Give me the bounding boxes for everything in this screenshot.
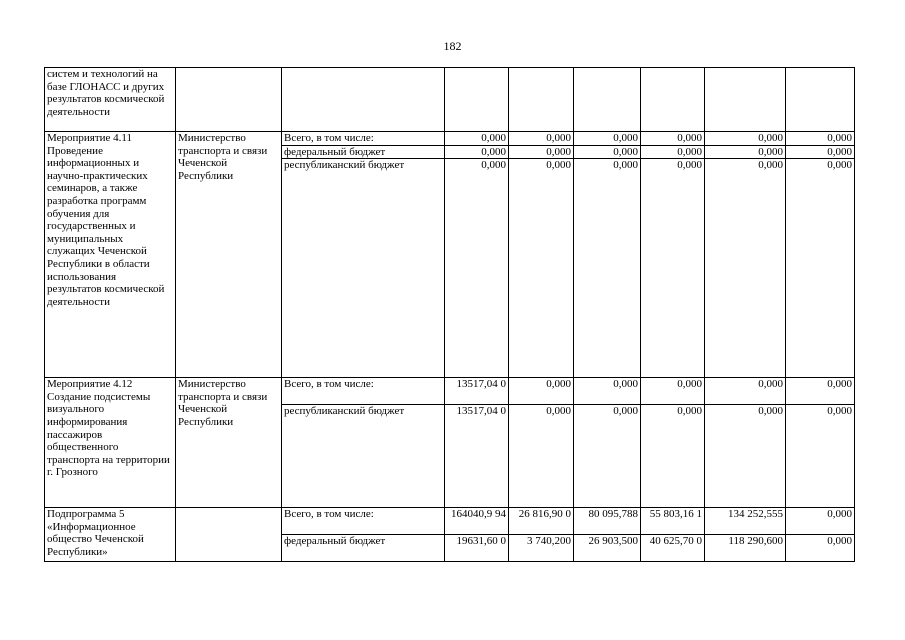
value-cell: 26 816,90 0 [509, 508, 574, 535]
funding-source-cell: республиканский бюджет [282, 405, 445, 508]
value-cell: 0,000 [705, 132, 786, 146]
table-row [45, 68, 855, 132]
table-row [45, 508, 855, 535]
funding-source-cell: Всего, в том числе: [282, 508, 445, 535]
value-cell: 0,000 [574, 132, 641, 146]
table-row [45, 132, 855, 146]
value-cell: 0,000 [445, 159, 509, 378]
value-cell [445, 68, 509, 132]
funding-source-cell: Всего, в том числе: [282, 132, 445, 146]
value-cell: 0,000 [705, 145, 786, 159]
value-cell: 0,000 [705, 405, 786, 508]
budget-table [44, 67, 855, 562]
executor-cell: Министерство транспорта и связи Чеченской Республики [176, 378, 282, 508]
value-cell: 164040,9 94 [445, 508, 509, 535]
value-cell: 0,000 [641, 145, 705, 159]
value-cell [509, 68, 574, 132]
funding-source-cell: федеральный бюджет [282, 145, 445, 159]
event-name-cell: систем и технологий на базе ГЛОНАСС и других результатов космической деятельности [45, 68, 176, 132]
value-cell: 0,000 [574, 159, 641, 378]
funding-source-cell: Всего, в том числе: [282, 378, 445, 405]
funding-source-cell: республиканский бюджет [282, 159, 445, 378]
value-cell: 0,000 [786, 405, 855, 508]
value-cell: 26 903,500 [574, 535, 641, 562]
value-cell: 40 625,70 0 [641, 535, 705, 562]
value-cell: 0,000 [574, 145, 641, 159]
value-cell [786, 68, 855, 132]
value-cell: 0,000 [574, 405, 641, 508]
value-cell: 3 740,200 [509, 535, 574, 562]
value-cell: 0,000 [509, 159, 574, 378]
value-cell: 0,000 [509, 145, 574, 159]
value-cell: 80 095,788 [574, 508, 641, 535]
value-cell: 0,000 [705, 159, 786, 378]
value-cell: 0,000 [786, 132, 855, 146]
value-cell: 0,000 [705, 378, 786, 405]
value-cell: 0,000 [641, 159, 705, 378]
page-number: 182 [443, 39, 462, 53]
value-cell: 0,000 [786, 378, 855, 405]
executor-cell [176, 508, 282, 562]
value-cell: 13517,04 0 [445, 405, 509, 508]
value-cell: 0,000 [509, 132, 574, 146]
value-cell: 13517,04 0 [445, 378, 509, 405]
value-cell [641, 68, 705, 132]
value-cell: 134 252,555 [705, 508, 786, 535]
executor-cell: Министерство транспорта и связи Чеченской Республики [176, 132, 282, 378]
value-cell: 0,000 [445, 145, 509, 159]
value-cell: 55 803,16 1 [641, 508, 705, 535]
value-cell: 0,000 [786, 508, 855, 535]
funding-source-cell: федеральный бюджет [282, 535, 445, 562]
event-name-cell: Мероприятие 4.11 Проведение информационных и научно-практических семинаров, а также разработка программ обучения для государственных и муниципальных служащих Чеченской Республики в области использования результатов космической деятельности [45, 132, 176, 378]
table-row [45, 378, 855, 405]
value-cell: 118 290,600 [705, 535, 786, 562]
executor-cell [176, 68, 282, 132]
event-name-cell: Подпрограмма 5 «Информационное общество Чеченской Республики» [45, 508, 176, 562]
value-cell: 0,000 [509, 405, 574, 508]
value-cell: 19631,60 0 [445, 535, 509, 562]
funding-source-cell [282, 68, 445, 132]
event-name-cell: Мероприятие 4.12 Создание подсистемы визуального информирования пассажиров общественного транспорта на территории г. Грозного [45, 378, 176, 508]
value-cell: 0,000 [641, 132, 705, 146]
value-cell [705, 68, 786, 132]
value-cell: 0,000 [786, 535, 855, 562]
value-cell: 0,000 [574, 378, 641, 405]
value-cell: 0,000 [445, 132, 509, 146]
value-cell: 0,000 [641, 378, 705, 405]
value-cell: 0,000 [786, 159, 855, 378]
value-cell: 0,000 [641, 405, 705, 508]
value-cell: 0,000 [786, 145, 855, 159]
value-cell [574, 68, 641, 132]
value-cell: 0,000 [509, 378, 574, 405]
